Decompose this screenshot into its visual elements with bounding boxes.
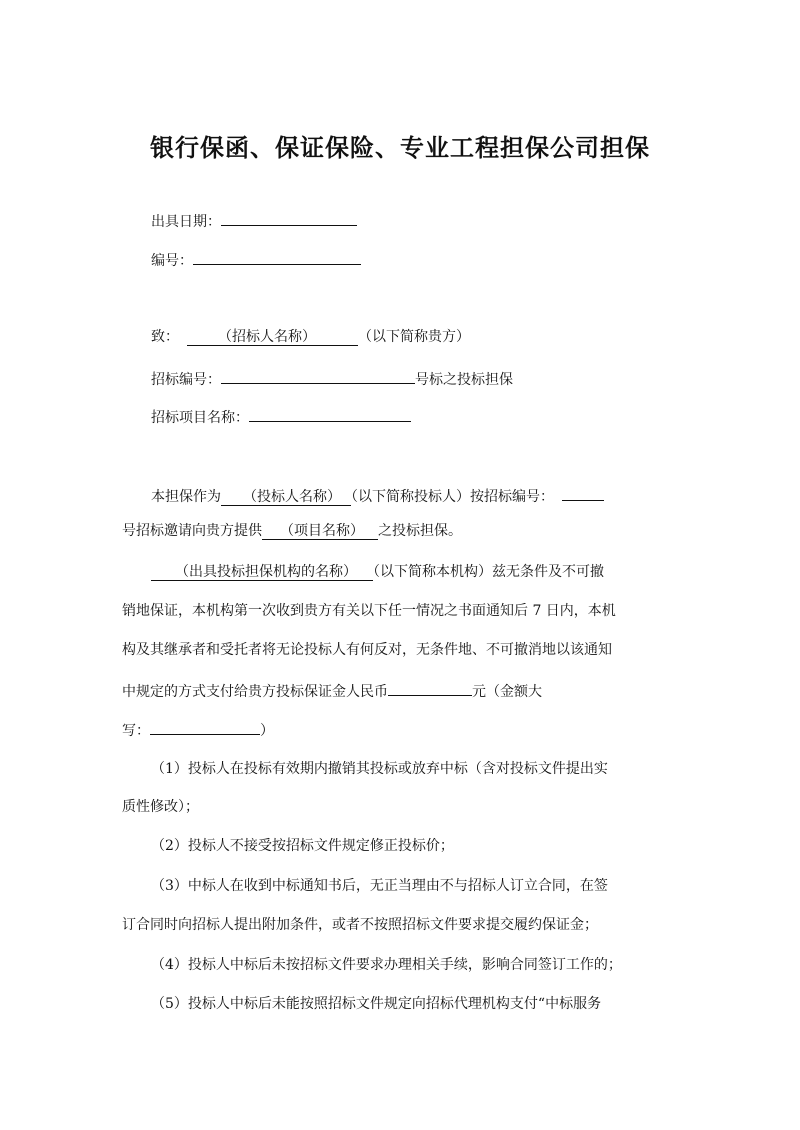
paragraph-2-line-5 bbox=[122, 718, 274, 741]
item-1-line-1: （1）投标人在投标有效期内撤销其投标或放弃中标（含对投标文件提出实 bbox=[151, 761, 608, 777]
item-2: （2）投标人不接受按招标文件规定修正投标价； bbox=[151, 838, 454, 854]
p1-bid-number-blank[interactable] bbox=[562, 484, 604, 501]
paragraph-2-line-4 bbox=[122, 679, 542, 702]
paragraph-1-line-2 bbox=[122, 521, 462, 541]
project-name-label: 招标项目名称： bbox=[151, 410, 249, 426]
project-name-placeholder[interactable]: （项目名称） bbox=[280, 523, 364, 539]
paragraph-2-line-2: 销地保证，本机构第一次收到贵方有关以下任一情况之书面通知后 7 日内，本机 bbox=[122, 603, 616, 619]
p2-text-e: ） bbox=[260, 723, 274, 739]
to-label: 致： bbox=[151, 329, 179, 345]
item-5: （5）投标人中标后未能按照招标文件规定向招标代理机构支付“中标服务 bbox=[151, 996, 602, 1012]
amount-words-blank[interactable] bbox=[150, 718, 260, 735]
amount-blank[interactable] bbox=[388, 679, 472, 696]
addressee-row bbox=[151, 327, 470, 347]
p1-text-b: （以下简称投标人）按招标编号： bbox=[351, 489, 554, 505]
number-label: 编号： bbox=[151, 253, 193, 269]
p2-text-b: 中规定的方式支付给贵方投标保证金人民币 bbox=[122, 684, 388, 700]
tenderer-name-placeholder[interactable]: （招标人名称） bbox=[225, 329, 316, 345]
p1-text-d: 之投标担保。 bbox=[378, 523, 462, 539]
to-suffix: （以下简称贵方） bbox=[358, 329, 470, 345]
bid-number-suffix: 号标之投标担保 bbox=[415, 372, 513, 388]
item-3-line-1: （3）中标人在收到中标通知书后，无正当理由不与招标人订立合同，在签 bbox=[151, 878, 608, 894]
number-blank[interactable] bbox=[193, 248, 361, 265]
paragraph-1-line-1 bbox=[151, 484, 604, 507]
bid-number-label: 招标编号： bbox=[151, 372, 221, 388]
bidder-name-placeholder[interactable]: （投标人名称） bbox=[243, 489, 341, 505]
item-4: （4）投标人中标后未按招标文件要求办理相关手续，影响合同签订工作的； bbox=[151, 957, 622, 973]
page-title: 银行保函、保证保险、专业工程担保公司担保 bbox=[150, 134, 650, 162]
p1-text-a: 本担保作为 bbox=[151, 489, 221, 505]
project-name-blank[interactable] bbox=[249, 405, 411, 422]
paragraph-2-line-3: 构及其继承者和受托者将无论投标人有何反对，无条件地、不可撤消地以该通知 bbox=[122, 642, 612, 658]
p2-text-c: 元（金额大 bbox=[472, 684, 542, 700]
paragraph-2-line-1 bbox=[151, 562, 604, 582]
item-1-line-2: 质性修改）； bbox=[122, 799, 199, 815]
number-row bbox=[151, 248, 361, 271]
bid-number-blank[interactable] bbox=[221, 367, 415, 384]
p2-text-d: 写： bbox=[122, 723, 150, 739]
p1-text-c: 号招标邀请向贵方提供 bbox=[122, 523, 262, 539]
issue-date-blank[interactable] bbox=[221, 209, 357, 226]
p2-text-a: （以下简称本机构）兹无条件及不可撤 bbox=[373, 564, 604, 580]
issue-date-row bbox=[151, 209, 357, 232]
institution-name-placeholder[interactable]: （出具投标担保机构的名称） bbox=[175, 564, 357, 580]
issue-date-label: 出具日期： bbox=[151, 214, 221, 230]
item-3-line-2: 订合同时向招标人提出附加条件，或者不按照招标文件要求提交履约保证金； bbox=[122, 917, 598, 933]
bid-number-row bbox=[151, 367, 513, 390]
project-name-row bbox=[151, 405, 411, 428]
